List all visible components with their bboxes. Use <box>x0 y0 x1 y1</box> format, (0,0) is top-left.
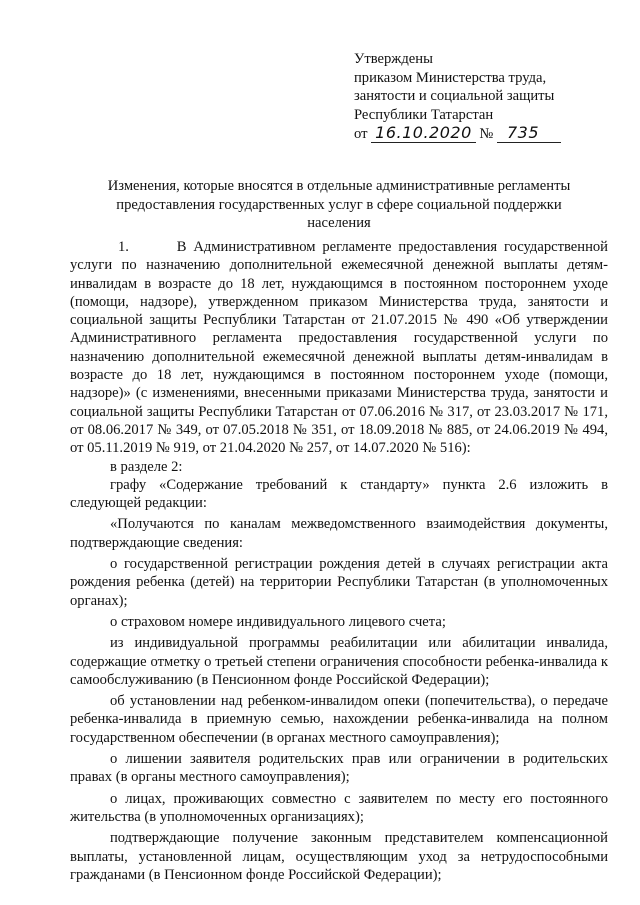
paragraph-column-change: графу «Содержание требований к стандарту» пункта 2.6 изложить в следующей редакции: <box>70 476 608 512</box>
document-body <box>70 238 608 884</box>
number-label: № <box>479 126 494 142</box>
list-item-guardianship: об установлении над ребенком-инвалидом опеки (попечительства), о передаче ребенка-инвалида в приемную семью, нахождении ребенка-инвалида на полном государственном обеспечении (в органах местного самоуправления); <box>70 693 608 746</box>
document-title <box>70 177 608 233</box>
list-item-parental-rights: о лишении заявителя родительских прав или ограничении в родительских правах (в органы местного самоуправления); <box>70 751 608 786</box>
approval-block <box>354 50 594 144</box>
paragraph-1: 1. В Административном регламенте предоставления государственной услуги по назначению дополнительной ежемесячной денежной выплаты детям-инвалидам в возрасте до 18 лет, нуждающимся в постоянном постороннем уходе (помощи, надзоре), утвержденном приказом Министерства труда, занятости и социальной защиты Республики Татарстан от 21.07.2015 № 490 «Об утверждении Административного регламента предоставления государственной услуги по назначению дополнительной ежемесячной денежной выплаты детям-инвалидам в возрасте до 18 лет, нуждающимся в постоянном постороннем уходе (помощи, надзоре)» (с изменениями, внесенными приказами Министерства труда, занятости и социальной защиты Республики Татарстан от 07.06.2016 № 317, от 23.03.2017 № 171, от 08.06.2017 № 349, от 07.05.2018 № 351, от 18.09.2018 № 885, от 24.06.2019 № 494, от 05.11.2019 № 919, от 21.04.2020 № 257, от 14.07.2020 № 516): <box>70 239 608 457</box>
list-item-birth-registration: о государственной регистрации рождения детей в случаях регистрации акта рождения ребенка (детей) на территории Республики Татарстан (в уполномоченных органах); <box>70 556 608 609</box>
approval-line-approved: Утверждены <box>354 51 433 67</box>
title-line-1: Изменения, которые вносятся в отдельные административные регламенты <box>107 178 571 194</box>
approval-line-order: приказом Министерства труда, <box>354 69 547 86</box>
handwritten-date: 16.10.2020 <box>371 123 476 143</box>
title-line-2: предоставления государственных услуг в сфере социальной поддержки <box>116 196 562 213</box>
from-label: от <box>354 126 368 142</box>
approval-line-ministry: занятости и социальной защиты <box>354 88 555 104</box>
list-item-compensation: подтверждающие получение законным представителем компенсационной выплаты, установленной лицам, осуществляющим уход за нетрудоспособными гражданами (в Пенсионном фонде Российской Федерации); <box>70 830 608 883</box>
title-line-3: населения <box>307 215 371 231</box>
approval-date-number <box>354 124 594 144</box>
list-item-insurance-number: о страховом номере индивидуального лицевого счета; <box>110 613 446 630</box>
list-item-rehabilitation-program: из индивидуальной программы реабилитации или абилитации инвалида, содержащие отметку о третьей степени ограничения способности ребенка-инвалида к самообслуживанию (в Пенсионном фонде Российской Федерации); <box>70 635 608 688</box>
list-item-cohabitants: о лицах, проживающих совместно с заявителем по месту его постоянного жительства (в уполномоченных организациях); <box>70 790 608 825</box>
paragraph-section-2: в разделе 2: <box>110 458 183 475</box>
paragraph-documents-intro: «Получаются по каналам межведомственного взаимодействия документы, подтверждающие сведения: <box>70 516 608 551</box>
handwritten-number: 735 <box>497 123 561 143</box>
approval-line-republic: Республики Татарстан <box>354 106 494 123</box>
